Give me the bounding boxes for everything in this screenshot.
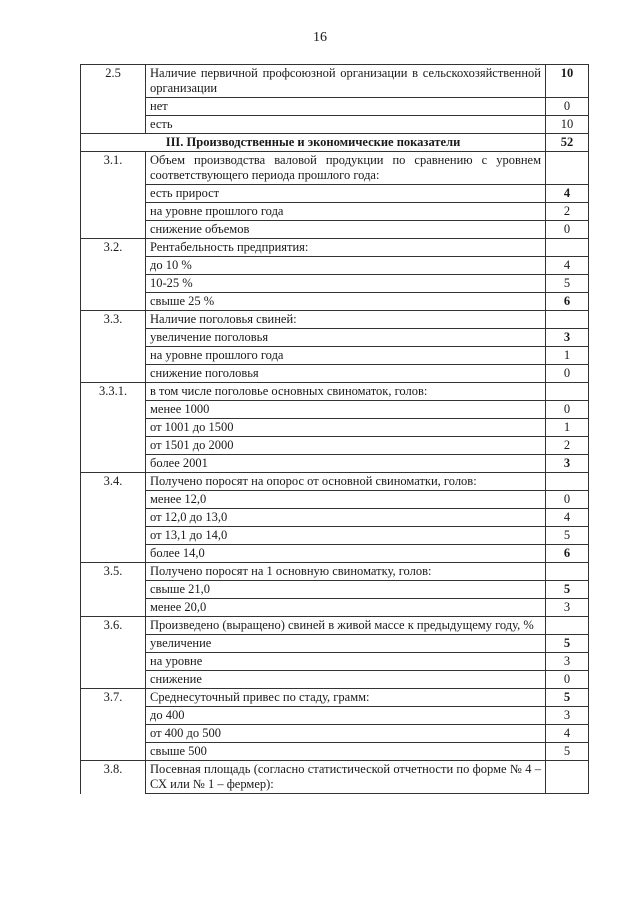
table-row (81, 707, 589, 725)
row-score: 10 (546, 65, 589, 98)
row-number (81, 275, 146, 293)
table-row (81, 401, 589, 419)
page-number: 16 (313, 30, 327, 45)
row-criterion: до 400 (146, 707, 546, 725)
row-score (546, 563, 589, 581)
row-number (81, 671, 146, 689)
table-row (81, 509, 589, 527)
table-row (81, 383, 589, 401)
row-score: 1 (546, 347, 589, 365)
row-criterion: менее 12,0 (146, 491, 546, 509)
table-row (81, 599, 589, 617)
row-score (546, 761, 589, 794)
row-criterion: свыше 25 % (146, 293, 546, 311)
row-number (81, 365, 146, 383)
row-criterion: от 1501 до 2000 (146, 437, 546, 455)
row-score: 1 (546, 419, 589, 437)
row-number (81, 653, 146, 671)
row-criterion: 10-25 % (146, 275, 546, 293)
row-score: 5 (546, 275, 589, 293)
row-score: 4 (546, 509, 589, 527)
row-number (81, 116, 146, 134)
table-row (81, 152, 589, 185)
row-number (81, 509, 146, 527)
row-score: 6 (546, 293, 589, 311)
row-score: 0 (546, 491, 589, 509)
row-number (81, 419, 146, 437)
table-row (81, 545, 589, 563)
row-number (81, 185, 146, 203)
table-row (81, 365, 589, 383)
row-criterion: Получено поросят на 1 основную свиноматку, голов: (146, 563, 546, 581)
table-row (81, 473, 589, 491)
criteria-table (80, 64, 589, 794)
row-criterion: Наличие поголовья свиней: (146, 311, 546, 329)
table-row (81, 347, 589, 365)
row-number: 3.1. (81, 152, 146, 185)
table-row (81, 203, 589, 221)
row-score (546, 473, 589, 491)
row-score: 5 (546, 743, 589, 761)
row-score: 4 (546, 725, 589, 743)
table-row (81, 116, 589, 134)
row-score (546, 617, 589, 635)
row-criterion: на уровне прошлого года (146, 347, 546, 365)
row-criterion: снижение объемов (146, 221, 546, 239)
row-number (81, 707, 146, 725)
row-number (81, 329, 146, 347)
table-row (81, 311, 589, 329)
row-number (81, 293, 146, 311)
row-number (81, 203, 146, 221)
row-score: 6 (546, 545, 589, 563)
table-row (81, 491, 589, 509)
row-score: 10 (546, 116, 589, 134)
row-criterion: до 10 % (146, 257, 546, 275)
row-criterion: Посевная площадь (согласно статистической отчетности по форме № 4 – СХ или № 1 – фермер): (146, 761, 546, 794)
table-row (81, 275, 589, 293)
row-criterion: Рентабельность предприятия: (146, 239, 546, 257)
row-criterion: есть (146, 116, 546, 134)
row-number (81, 437, 146, 455)
table-row (81, 437, 589, 455)
row-score: 2 (546, 437, 589, 455)
row-number: 3.4. (81, 473, 146, 491)
row-score: 4 (546, 185, 589, 203)
row-criterion: Объем производства валовой продукции по сравнению с уровнем соответствующего периода прошлого года: (146, 152, 546, 185)
row-criterion: Среднесуточный привес по стаду, грамм: (146, 689, 546, 707)
table-row (81, 653, 589, 671)
table-row (81, 689, 589, 707)
table-row (81, 563, 589, 581)
table-row (81, 617, 589, 635)
row-criterion: от 12,0 до 13,0 (146, 509, 546, 527)
table-row (81, 239, 589, 257)
row-score: 0 (546, 221, 589, 239)
row-number: 3.7. (81, 689, 146, 707)
table-row (81, 293, 589, 311)
row-score: 0 (546, 671, 589, 689)
row-number (81, 257, 146, 275)
row-score: 0 (546, 98, 589, 116)
row-score (546, 311, 589, 329)
row-number (81, 455, 146, 473)
table-row (81, 98, 589, 116)
row-score: 5 (546, 635, 589, 653)
row-number (81, 527, 146, 545)
row-criterion: есть прирост (146, 185, 546, 203)
table-row (81, 671, 589, 689)
row-score: 3 (546, 599, 589, 617)
row-number (81, 347, 146, 365)
section-row (81, 134, 589, 152)
row-score: 0 (546, 401, 589, 419)
row-number: 3.8. (81, 761, 146, 794)
table-row (81, 581, 589, 599)
row-number (81, 581, 146, 599)
row-score (546, 383, 589, 401)
table-row (81, 257, 589, 275)
row-score: 5 (546, 527, 589, 545)
row-score: 0 (546, 365, 589, 383)
row-criterion: в том числе поголовье основных свиноматок, голов: (146, 383, 546, 401)
row-number (81, 635, 146, 653)
section-title: III. Производственные и экономические показатели (81, 134, 546, 152)
row-number (81, 743, 146, 761)
table-row (81, 743, 589, 761)
row-number (81, 98, 146, 116)
row-criterion: нет (146, 98, 546, 116)
row-criterion: более 2001 (146, 455, 546, 473)
row-number: 3.5. (81, 563, 146, 581)
table-row (81, 635, 589, 653)
row-criterion: увеличение (146, 635, 546, 653)
table-row (81, 221, 589, 239)
row-criterion: от 400 до 500 (146, 725, 546, 743)
table-row (81, 725, 589, 743)
row-criterion: Наличие первичной профсоюзной организации в сельскохозяйственной организации (146, 65, 546, 98)
row-criterion: свыше 21,0 (146, 581, 546, 599)
row-criterion: свыше 500 (146, 743, 546, 761)
table-row (81, 761, 589, 794)
row-number: 2.5 (81, 65, 146, 98)
row-criterion: на уровне прошлого года (146, 203, 546, 221)
row-score: 4 (546, 257, 589, 275)
table-row (81, 419, 589, 437)
row-number (81, 545, 146, 563)
row-number (81, 599, 146, 617)
row-number (81, 221, 146, 239)
row-score: 3 (546, 707, 589, 725)
section-score: 52 (546, 134, 589, 152)
table-row (81, 527, 589, 545)
row-score: 3 (546, 329, 589, 347)
row-criterion: менее 1000 (146, 401, 546, 419)
row-score: 5 (546, 581, 589, 599)
table-row (81, 185, 589, 203)
row-criterion: снижение поголовья (146, 365, 546, 383)
row-criterion: от 1001 до 1500 (146, 419, 546, 437)
row-score: 3 (546, 455, 589, 473)
row-criterion: более 14,0 (146, 545, 546, 563)
row-number (81, 725, 146, 743)
row-score: 3 (546, 653, 589, 671)
table-row (81, 65, 589, 98)
row-number: 3.6. (81, 617, 146, 635)
row-number: 3.2. (81, 239, 146, 257)
row-score (546, 152, 589, 185)
row-criterion: на уровне (146, 653, 546, 671)
row-criterion: увеличение поголовья (146, 329, 546, 347)
row-number: 3.3. (81, 311, 146, 329)
row-score: 5 (546, 689, 589, 707)
row-score: 2 (546, 203, 589, 221)
row-number: 3.3.1. (81, 383, 146, 401)
row-criterion: Произведено (выращено) свиней в живой массе к предыдущему году, % (146, 617, 546, 635)
row-criterion: снижение (146, 671, 546, 689)
row-score (546, 239, 589, 257)
row-number (81, 401, 146, 419)
row-number (81, 491, 146, 509)
row-criterion: менее 20,0 (146, 599, 546, 617)
row-criterion: от 13,1 до 14,0 (146, 527, 546, 545)
table-row (81, 455, 589, 473)
row-criterion: Получено поросят на опорос от основной свиноматки, голов: (146, 473, 546, 491)
table-row (81, 329, 589, 347)
